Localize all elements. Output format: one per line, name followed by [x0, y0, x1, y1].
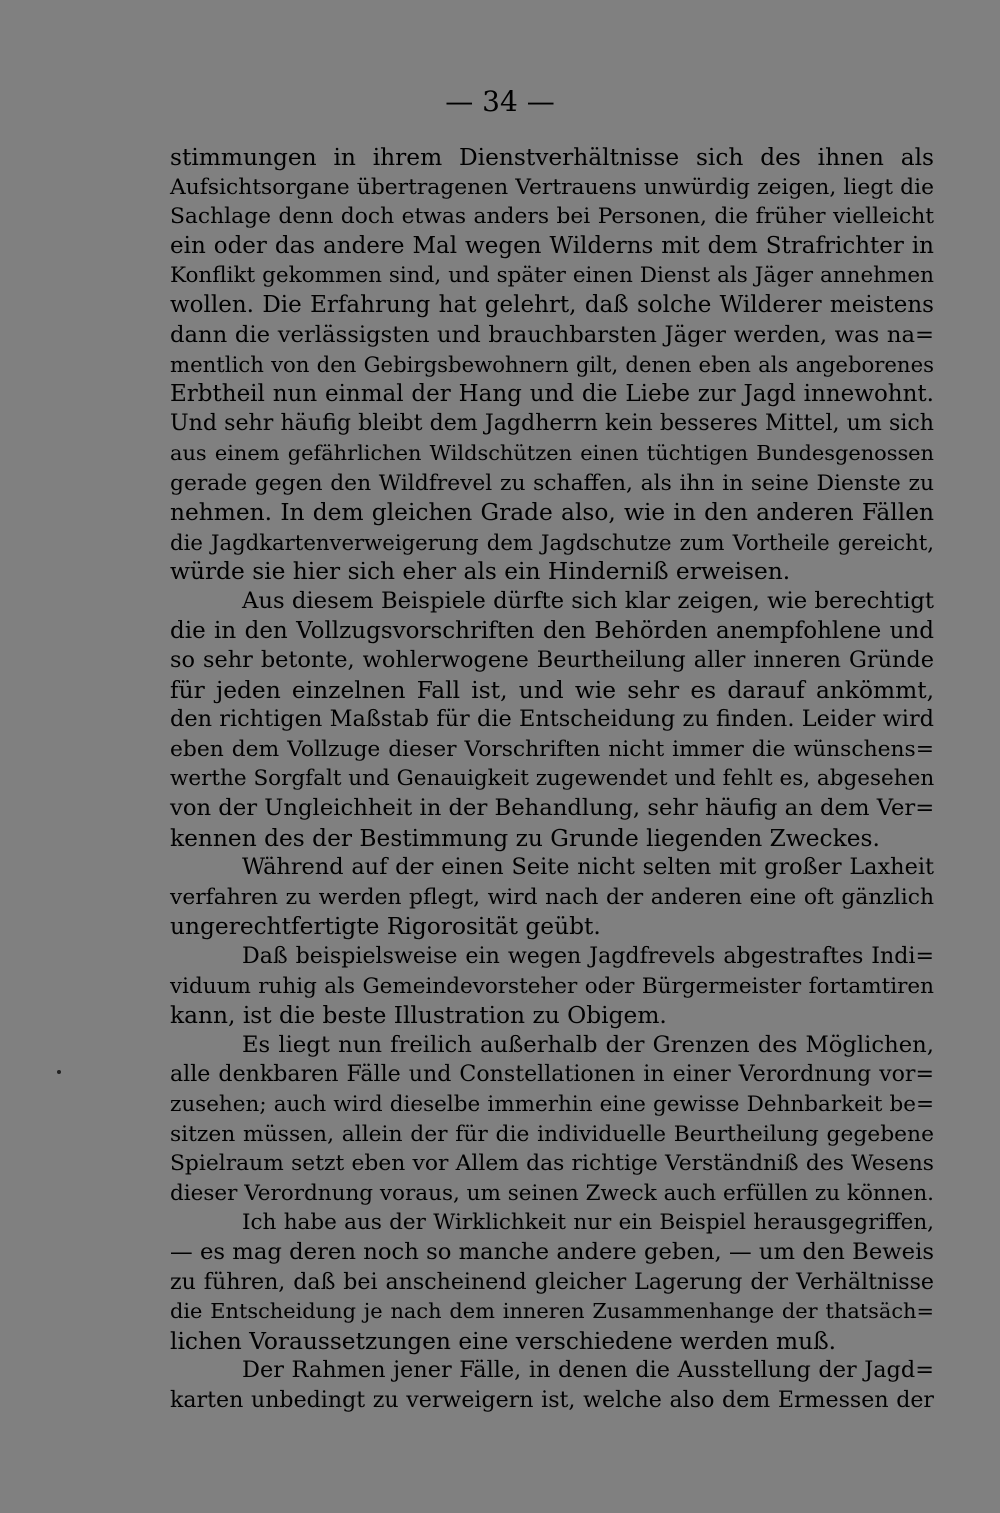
text-line: von der Ungleichheit in der Behandlung, sehr häufig an dem Ver= — [170, 795, 935, 822]
text-line: Sachlage denn doch etwas anders bei Personen, die früher vielleicht — [170, 204, 934, 230]
text-line: dieser Verordnung voraus, um seinen Zweck auch erfüllen zu können. — [170, 1180, 934, 1206]
text-line: Aufsichtsorgane übertragenen Vertrauens unwürdig zeigen, liegt die — [170, 174, 934, 200]
text-line: zu führen, daß bei anscheinend gleicher Lagerung der Verhältnisse — [170, 1268, 934, 1295]
text-line: Während auf der einen Seite nicht selten mit großer Laxheit — [242, 854, 934, 881]
text-line: kann, ist die beste Illustration zu Obigem. — [170, 1002, 667, 1030]
text-line: Der Rahmen jener Fälle, in denen die Ausstellung der Jagd= — [242, 1357, 934, 1384]
text-line: Konflikt gekommen sind, und später einen Dienst als Jäger annehmen — [170, 263, 934, 289]
text-line: würde sie hier sich eher als ein Hinderniß erweisen. — [170, 558, 791, 586]
text-line: zusehen; auch wird dieselbe immerhin eine gewisse Dehnbarkeit be= — [170, 1092, 934, 1117]
text-line: Aus diesem Beispiele dürfte sich klar zeigen, wie berechtigt — [242, 587, 934, 614]
text-line: die in den Vollzugsvorschriften den Behörden anempfohlene und — [170, 617, 934, 644]
text-line: dann die verlässigsten und brauchbarsten Jäger werden, was na= — [170, 321, 934, 348]
text-line: aus einem gefährlichen Wildschützen einen tüchtigen Bundesgenossen — [170, 440, 934, 465]
text-line: alle denkbaren Fälle und Constellationen in einer Verordnung vor= — [170, 1061, 934, 1088]
ink-speck — [57, 1070, 61, 1074]
text-line: eben dem Vollzuge dieser Vorschriften nicht immer die wünschens= — [170, 736, 934, 762]
page-number: — 34 — — [445, 85, 555, 118]
text-line: stimmungen in ihrem Dienstverhältnisse sich des ihnen als — [170, 144, 934, 171]
text-line: den richtigen Maßstab für die Entscheidung zu finden. Leider wird — [170, 706, 934, 733]
text-line: Und sehr häufig bleibt dem Jagdherrn kein besseres Mittel, um sich — [170, 410, 934, 437]
text-line: wollen. Die Erfahrung hat gelehrt, daß solche Wilderer meistens — [170, 291, 934, 318]
text-line: kennen des der Bestimmung zu Grunde liegenden Zweckes. — [170, 824, 880, 852]
text-line: verfahren zu werden pflegt, wird nach der anderen eine oft gänzlich — [170, 884, 934, 910]
text-line: mentlich von den Gebirgsbewohnern gilt, denen eben als angeborenes — [170, 352, 934, 378]
text-line: ein oder das andere Mal wegen Wilderns mit dem Strafrichter in — [170, 232, 934, 259]
body-text — [170, 143, 934, 1416]
text-line: Erbtheil nun einmal der Hang und die Liebe zur Jagd innewohnt. — [170, 380, 934, 407]
text-line: werthe Sorgfalt und Genauigkeit zugewendet und fehlt es, abgesehen — [170, 766, 935, 792]
text-line: — es mag deren noch so manche andere geben, — um den Beweis — [170, 1238, 934, 1265]
text-line: Ich habe aus der Wirklichkeit nur ein Beispiel herausgegriffen, — [242, 1210, 934, 1236]
text-line: die Jagdkartenverweigerung dem Jagdschutze zum Vortheile gereicht, — [170, 529, 934, 555]
text-line: Es liegt nun freilich außerhalb der Grenzen des Möglichen, — [242, 1031, 934, 1058]
text-line: lichen Voraussetzungen eine verschiedene werden muß. — [170, 1327, 837, 1355]
text-line: nehmen. In dem gleichen Grade also, wie in den anderen Fällen — [170, 499, 934, 527]
text-line: sitzen müssen, allein der für die individuelle Beurtheilung gegebene — [170, 1121, 934, 1147]
text-line: Daß beispielsweise ein wegen Jagdfrevels abgestraftes Indi= — [242, 943, 934, 970]
text-line: viduum ruhig als Gemeindevorsteher oder Bürgermeister fortamtiren — [170, 973, 934, 999]
text-line: ungerechtfertigte Rigorosität geübt. — [170, 913, 601, 941]
text-line: die Entscheidung je nach dem inneren Zusammenhange der thatsäch= — [170, 1299, 934, 1324]
text-line: Spielraum setzt eben vor Allem das richtige Verständniß des Wesens — [170, 1151, 934, 1177]
text-line: so sehr betonte, wohlerwogene Beurtheilung aller inneren Gründe — [170, 647, 934, 674]
text-line: für jeden einzelnen Fall ist, und wie sehr es darauf ankömmt, — [170, 676, 934, 704]
text-line: gerade gegen den Wildfrevel zu schaffen, als ihn in seine Dienste zu — [170, 470, 934, 496]
text-line: karten unbedingt zu verweigern ist, welche also dem Ermessen der — [170, 1386, 934, 1413]
